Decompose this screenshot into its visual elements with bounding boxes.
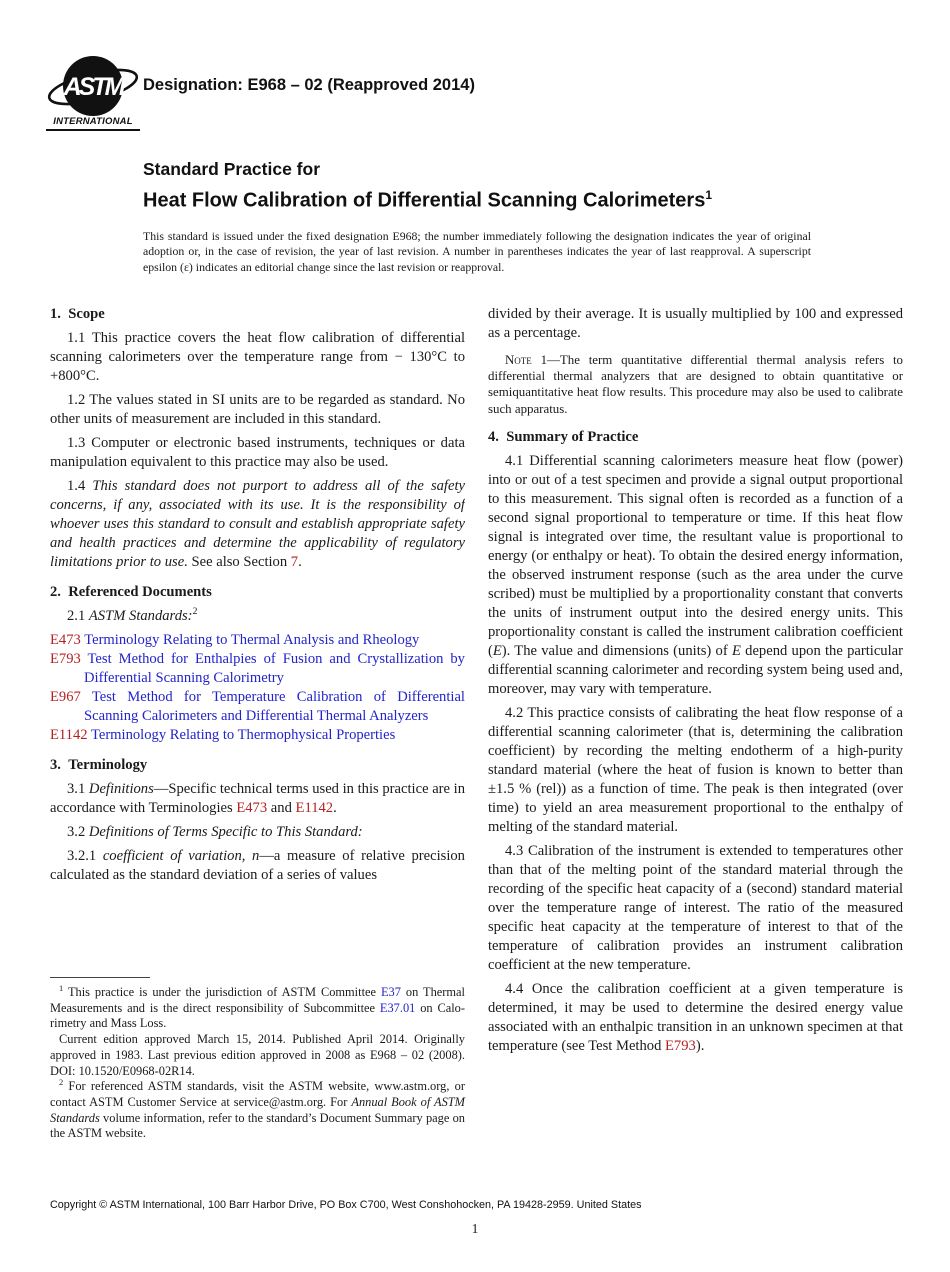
astm-globe-icon <box>46 52 140 122</box>
text-run: See also Section <box>187 554 291 570</box>
text-run: 2 <box>59 1077 64 1088</box>
link-E37-01[interactable]: E37.01 <box>379 1000 416 1015</box>
reference-item <box>50 650 465 688</box>
paragraph <box>488 452 903 699</box>
heading-terminology <box>50 756 465 775</box>
title-footnote-marker[interactable]: 1 <box>705 188 713 202</box>
text-run: . <box>298 554 302 570</box>
link-E793[interactable]: E793 <box>50 651 88 667</box>
text-run: For referenced ASTM standards, visit the ASTM website, www.astm.org, or contact ASTM Customer Service at service@astm.org. For <box>50 1079 465 1109</box>
text-run: 4.2 This practice consists of calibrating the heat flow response of a differential scanning calorimeter (that is, determining the calibration coefficient) by recording the melting endotherm of a high-purity standard material (where the heat of fusion is known to better than ±1.5 % (rel)) as a function of time. The peak is then integrated (over time) to yield an area measurement proportional to the enthalpy of melting of the standard material. <box>488 704 903 835</box>
text-run: 3.1 <box>67 781 89 797</box>
text-run: 1.4 <box>67 478 93 494</box>
left-column <box>50 305 465 981</box>
text-run: 1. Scope <box>50 306 105 322</box>
text-run: Current edition approved March 15, 2014. Published April 2014. Originally approved in 1983. Last previous edition approved in 2008 as E968 – 02 (2008). DOI: 10.1520/E0968-02R14. <box>50 1032 465 1078</box>
text-run: E <box>731 642 741 659</box>
link-E793[interactable]: E793 <box>665 1037 696 1054</box>
text-run: 1 <box>59 982 64 993</box>
text-run: coefficient of variation, n <box>102 848 260 864</box>
text-run: on Thermal Measurements and is the direct responsibility of Subcommittee <box>50 985 465 1015</box>
doc-title-text: Heat Flow Calibration of Differential Scanning Calorimeters <box>143 189 706 212</box>
link-E793-title[interactable]: Test Method for Enthalpies of Fusion and Crystallization by Differential Scanning Calorimetry <box>84 651 465 686</box>
text-run: 1.2 The values stated in SI units are to be regarded as standard. No other units of measurement are included in this standard. <box>50 392 465 427</box>
reference-item <box>50 631 465 650</box>
page-number: 1 <box>471 1221 479 1236</box>
text-run: and <box>267 800 296 816</box>
link-E1142-title[interactable]: Terminology Relating to Thermophysical Properties <box>90 727 396 743</box>
text-run: 2. Referenced Documents <box>50 584 212 600</box>
text-run: divided by their average. It is usually multiplied by 100 and expressed as a percentage. <box>488 306 903 341</box>
footnotes <box>50 977 465 1142</box>
text-run: —a measure of relative precision calculated as the standard deviation of a series of values <box>50 848 465 883</box>
text-run: on Calorimetry and Mass Loss. <box>50 1000 465 1031</box>
link-E473[interactable]: E473 <box>236 800 268 816</box>
title-block <box>143 157 712 215</box>
footnote-paragraph <box>50 982 465 1032</box>
doc-title-line2 <box>143 182 712 215</box>
paragraph <box>488 704 903 837</box>
text-run: 3.2 <box>67 824 89 840</box>
link-section-7[interactable]: 7 <box>290 554 299 570</box>
text-run: 2.1 <box>67 608 89 624</box>
paragraph <box>50 780 465 818</box>
text-run: 4.1 Differential scanning calorimeters measure heat flow (power) into or out of a test specimen and provide a signal output proportional to this measurement. This signal often is recorded as a function of a second signal proportional to temperature or time. If this heat flow signal is integrated over time, the resultant value is proportional to energy (or enthalpy or heat). To obtain the desired energy information, the observed instrument response (such as the area under the curve scribed) must be multiplied by a proportionality constant that converts the units of instrument output into the desired energy units. This proportionality constant is called the instrument calibration coefficient ( <box>488 452 903 659</box>
paragraph <box>488 305 903 343</box>
paragraph <box>488 842 903 975</box>
link-E967[interactable]: E967 <box>50 689 92 705</box>
link-E37[interactable]: E37 <box>380 985 401 999</box>
link-E967-title[interactable]: Test Method for Temperature Calibration of Differential Scanning Calorimeters and Differential Thermal Analyzers <box>84 689 465 724</box>
text-run: depend upon the particular differential scanning calorimeter and recording system being used and, moreover, may vary with temperature. <box>488 642 903 697</box>
paragraph <box>50 391 465 429</box>
text-run: 3. Terminology <box>50 757 148 773</box>
text-run: —Specific technical terms used in this practice are in accordance with Terminologies <box>50 781 465 816</box>
text-run: Annual Book of ASTM Standards <box>50 1094 466 1125</box>
astm-logo <box>46 52 140 131</box>
issued-note: This standard is issued under the fixed designation E968; the number immediately following the designation indicates the year of original adoption or, in the case of revision, the year of last revision. A number in parentheses indicates the year of last reapproval. A superscript epsilon (ε) indicates an editorial change since the last revision or reapproval. <box>143 229 811 274</box>
footnote-paragraph <box>50 1079 465 1142</box>
link-E473[interactable]: E473 <box>50 632 85 648</box>
text-run: E <box>492 642 502 659</box>
astm-logo-text: ASTM <box>63 73 123 101</box>
copyright-line: Copyright © ASTM International, 100 Barr Harbor Drive, PO Box C700, West Conshohocken, PA 19428-2959. United States <box>50 1199 642 1211</box>
note-1 <box>488 352 903 417</box>
reference-item <box>50 688 465 726</box>
link-E473-title[interactable]: Terminology Relating to Thermal Analysis and Rheology <box>84 632 420 648</box>
text-run: Definitions <box>88 781 154 797</box>
text-run: Note <box>505 353 532 367</box>
reference-item <box>50 726 465 745</box>
paragraph <box>50 477 465 572</box>
text-run: Definitions of Terms Specific to This Standard: <box>88 824 363 840</box>
text-run: 1.1 This practice covers the heat flow calibration of differential scanning calorimeters over the temperature range from − 130°C to +800°C. <box>50 330 465 384</box>
paragraph <box>50 607 465 626</box>
text-run: 3.2.1 <box>67 848 103 864</box>
text-run: . <box>333 800 337 816</box>
link-E1142[interactable]: E1142 <box>50 727 91 743</box>
paragraph <box>488 980 903 1056</box>
paragraph <box>50 847 465 885</box>
right-column <box>488 305 903 1061</box>
paragraph <box>50 823 465 842</box>
designation: Designation: E968 – 02 (Reapproved 2014) <box>143 76 475 94</box>
footnote-paragraph <box>50 1032 465 1079</box>
paragraph <box>50 329 465 386</box>
doc-title-line1: Standard Practice for <box>143 159 320 179</box>
link-E1142[interactable]: E1142 <box>295 800 334 816</box>
text-run: 4. Summary of Practice <box>488 428 639 445</box>
text-run: 4.3 Calibration of the instrument is extended to temperatures other than that of the melting point of the standard material through the recording of the specific heat capacity of a (second) standard material over the temperature range of interest. The ratio of the measured specific heat capacity at the temperature of interest to that of the temperature of calibration provides an instrument calibration coefficient at the new temperature. <box>488 842 903 973</box>
text-run: ASTM Standards: <box>88 608 193 624</box>
text-run: 1.3 Computer or electronic based instruments, techniques or data manipulation equivalent to this practice may also be used. <box>50 435 465 470</box>
paragraph <box>50 434 465 472</box>
heading-summary-of-practice <box>488 428 903 447</box>
text-run: ). The value and dimensions (units) of <box>501 642 732 659</box>
text-run: volume information, refer to the standard’s Document Summary page on the ASTM website. <box>50 1110 465 1141</box>
text-run: 1—The term quantitative differential thermal analysis refers to differential thermal analyzers that are designed to obtain quantitative or semiquantitative heat flow results. This procedure may also be used to calibrate such apparatus. <box>488 353 903 416</box>
heading-scope <box>50 305 465 324</box>
text-run: This standard does not purport to address all of the safety concerns, if any, associated with its use. It is the responsibility of whoever uses this standard to consult and establish appropriate safety and health practices and determine the applicability of regulatory limitations prior to use. <box>50 478 465 570</box>
text-run: 4.4 Once the calibration coefficient at a given temperature is determined, it may be used to determine the desired energy value associated with an enthalpic transition in an unknown specimen at that temperature (see Test Method <box>488 980 903 1054</box>
footnote-list <box>50 982 466 1142</box>
footnote-divider <box>50 977 150 978</box>
text-run: This practice is under the jurisdiction of ASTM Committee <box>63 985 381 999</box>
text-run: ). <box>695 1037 705 1054</box>
heading-referenced-documents <box>50 583 465 602</box>
text-run: 2 <box>192 606 198 618</box>
astm-logo-subtitle: INTERNATIONAL <box>46 116 140 131</box>
